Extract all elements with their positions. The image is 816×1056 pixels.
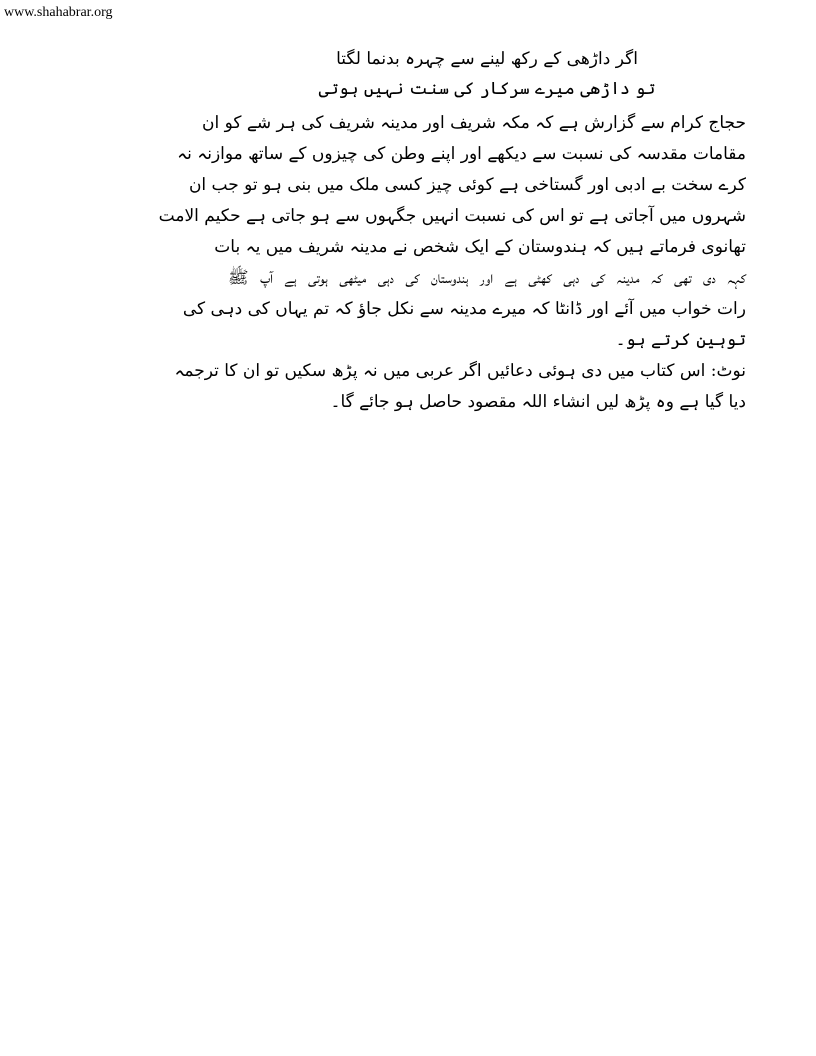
couplet bbox=[228, 44, 746, 104]
paragraph-line: کرے سخت بے ادبی اور گستاخی ہے کوئی چیز کسی ملک میں بنی ہو تو جب ان bbox=[188, 175, 746, 195]
note-line: نوٹ: اس کتاب میں دی ہوئی دعائیں اگر عربی میں نہ پڑھ سکیں تو ان کا ترجمہ bbox=[174, 361, 746, 381]
note-paragraph bbox=[174, 356, 746, 418]
paragraph-line: رات خواب میں آئے اور ڈانٹا کہ میرے مدینہ سے نکل جاؤ کہ تم یہاں کی دہی کی bbox=[182, 299, 746, 319]
couplet-line-2: تو داڑھی میرے سرکار کی سنت نہیں ہوتی bbox=[318, 79, 656, 99]
paragraph-line: شہروں میں آجاتی ہے تو اس کی نسبت انہیں جگہوں سے ہو جاتی ہے حکیم الامت bbox=[158, 206, 746, 226]
paragraph-line: توہین کرتے ہو۔ bbox=[615, 330, 746, 350]
paragraph-line: تھانوی فرماتے ہیں کہ ہندوستان کے ایک شخص نے مدینہ شریف میں یہ بات bbox=[214, 237, 746, 257]
paragraph-line: کہہ دی تھی کہ مدینہ کی دہی کھٹی ہے اور ہندوستان کی دہی میٹھی ہوتی ہے آپ ﷺ bbox=[228, 268, 746, 288]
paragraph-line: مقامات مقدسہ کی نسبت سے دیکھے اور اپنے وطن کی چیزوں کے ساتھ موازنہ نہ bbox=[177, 144, 746, 164]
body-paragraph bbox=[158, 108, 746, 356]
paragraph-line: حجاج کرام سے گزارش ہے کہ مکہ شریف اور مدینہ شریف کی ہر شے کو ان bbox=[202, 113, 746, 133]
note-line: دیا گیا ہے وہ پڑھ لیں انشاء اللہ مقصود حاصل ہو جائے گا۔ bbox=[330, 392, 746, 412]
couplet-line-1: اگر داڑھی کے رکھ لینے سے چہرہ بدنما لگتا bbox=[336, 49, 638, 69]
site-url-link[interactable]: www.shahabrar.org bbox=[4, 5, 113, 20]
page-content bbox=[158, 44, 746, 418]
